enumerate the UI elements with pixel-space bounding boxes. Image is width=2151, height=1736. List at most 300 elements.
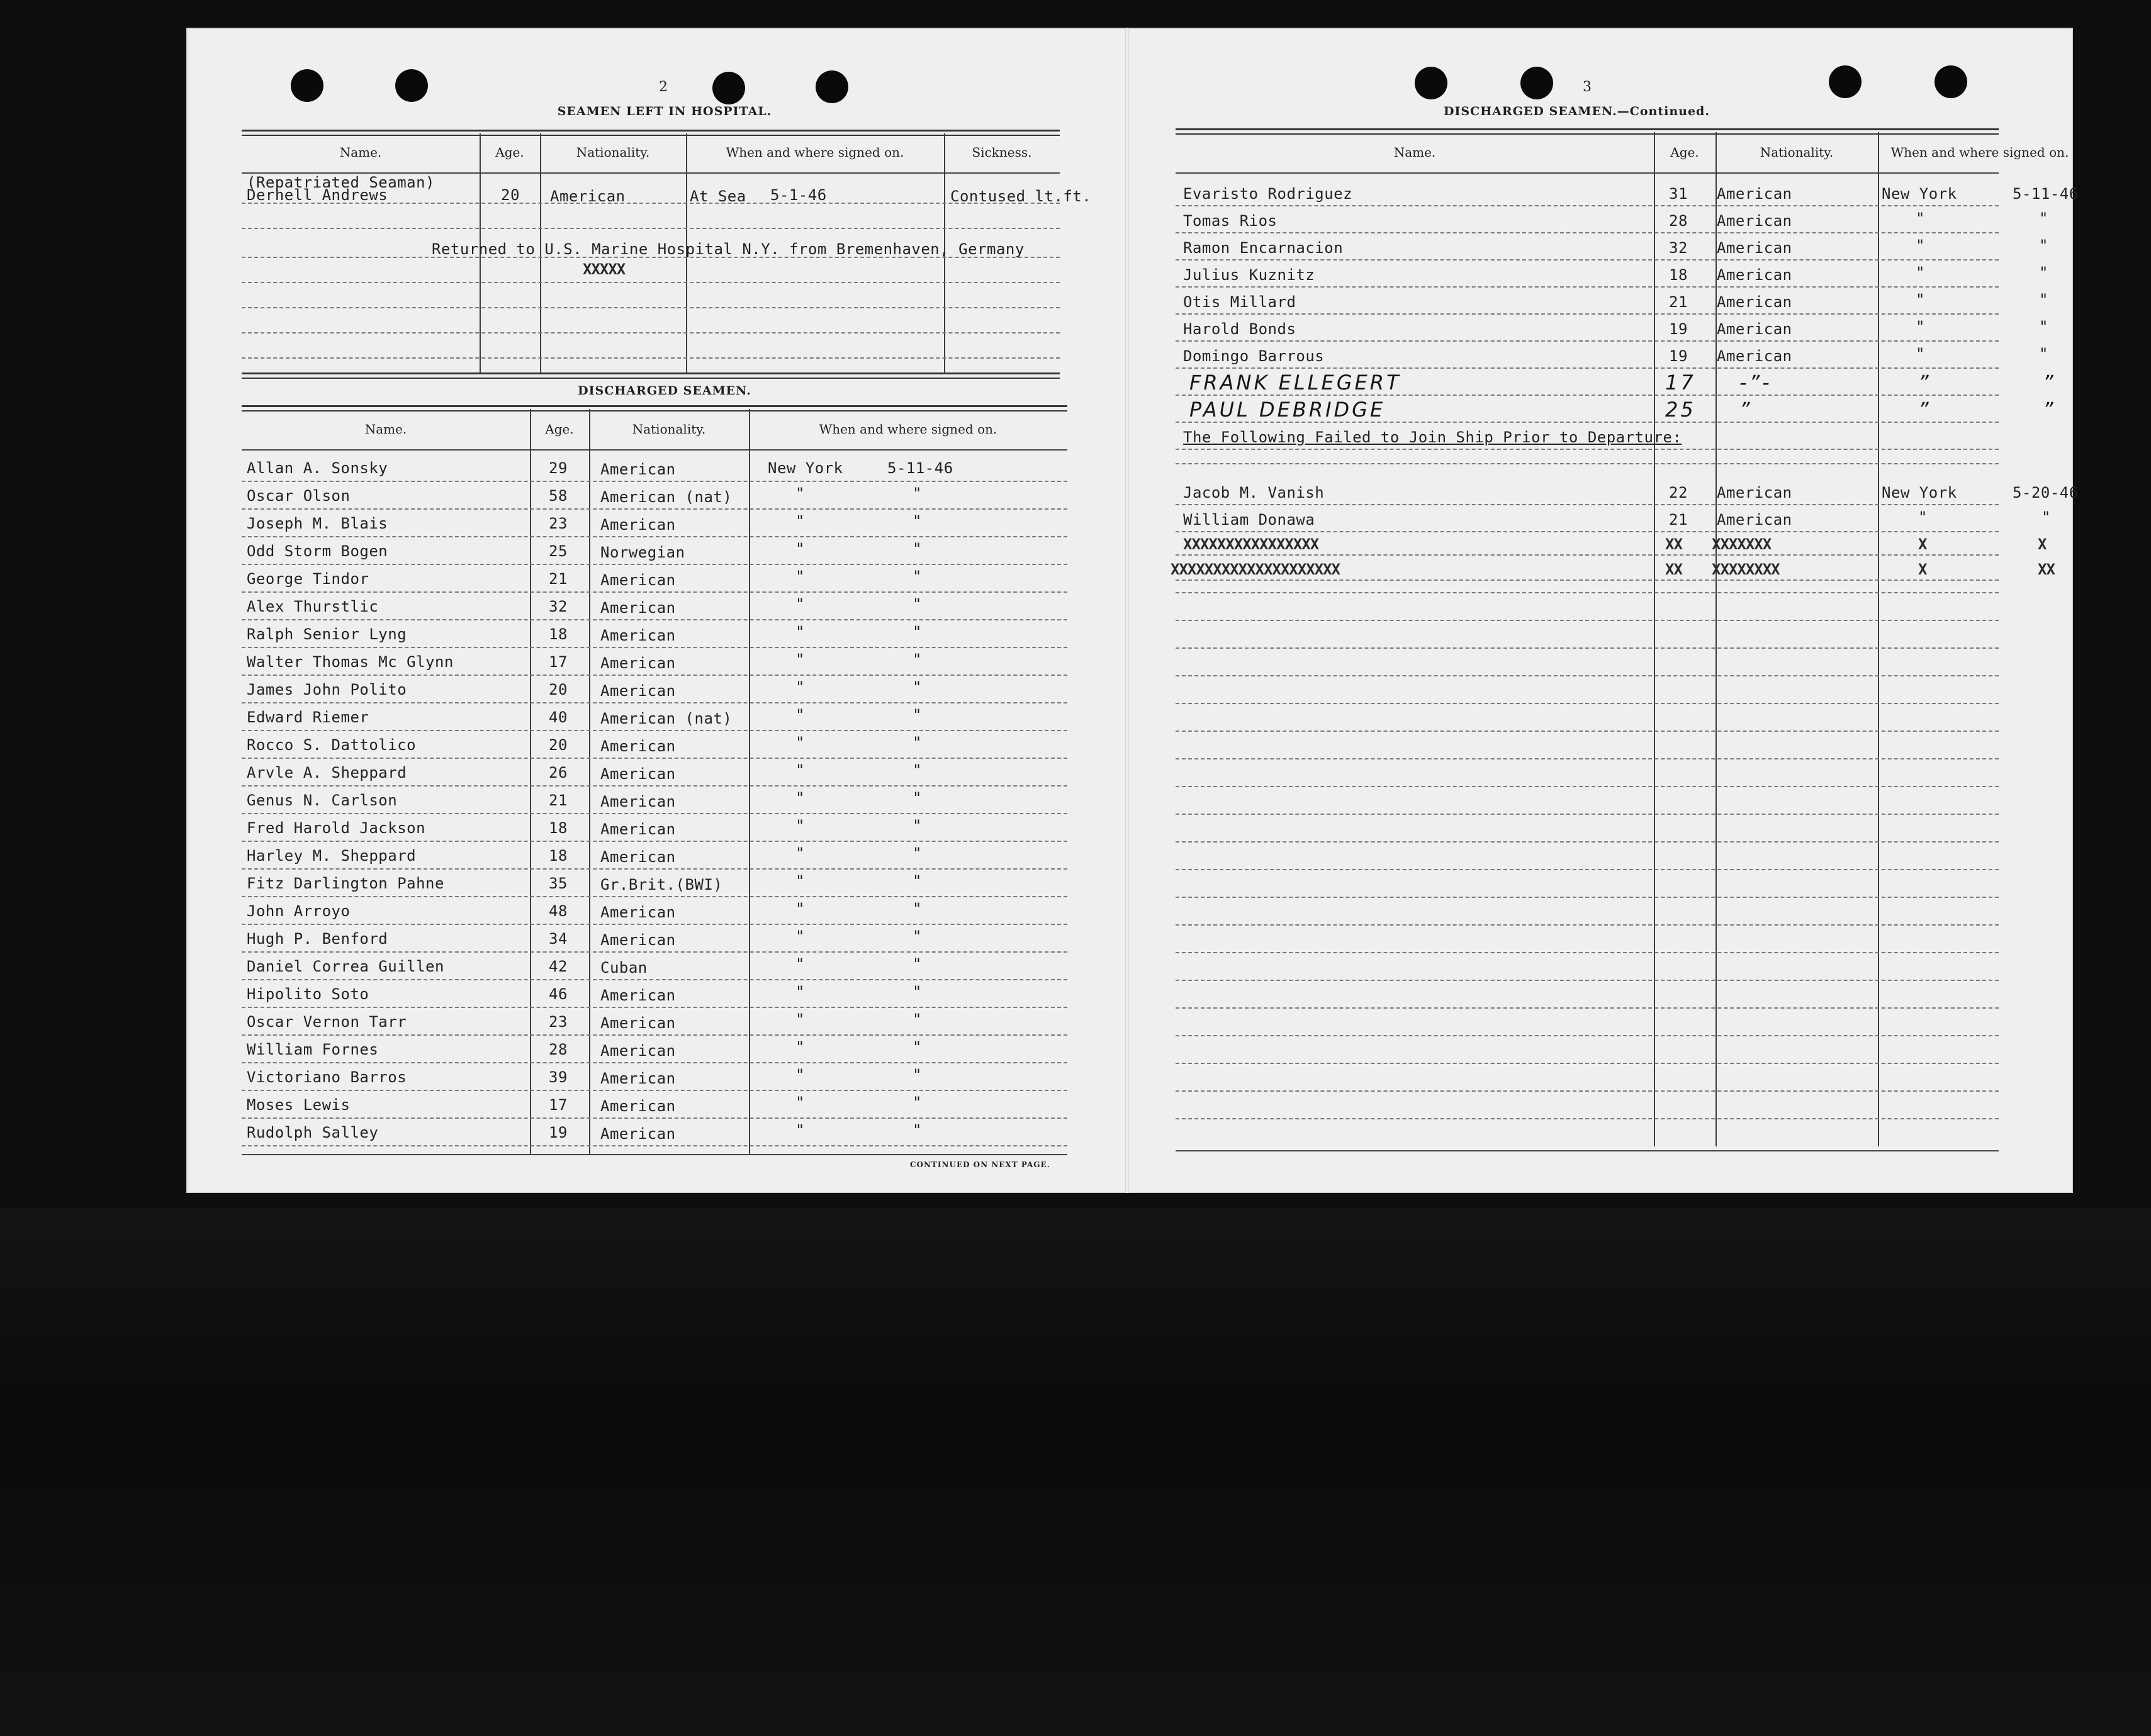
seaman-name: Fitz Darlington Pahne [247, 875, 444, 892]
dotted-row-line [242, 1062, 1067, 1063]
struck-nationality: XXXXXXX [1712, 535, 1772, 553]
seaman-nationality: American (nat) [600, 488, 733, 506]
seaman-nationality: American [600, 654, 676, 672]
dotted-row-line [242, 536, 1067, 537]
ditto-mark: " [913, 761, 922, 779]
dotted-row-line [242, 758, 1067, 759]
dotted-row-line [242, 307, 1060, 308]
dotted-row-line [1176, 580, 1999, 581]
seaman-age: 42 [549, 958, 568, 975]
seaman-nationality: American [1717, 239, 1792, 257]
signed-date: 5-11-46 [2013, 185, 2079, 203]
seaman-age: 21 [549, 792, 568, 809]
dotted-row-line [242, 868, 1067, 870]
column-divider [749, 409, 750, 1155]
seaman-name: Genus N. Carlson [247, 792, 398, 809]
ditto-mark: " [913, 872, 922, 890]
seaman-age: 31 [1669, 185, 1688, 203]
seaman-nationality: American [1717, 293, 1792, 311]
seaman-nationality: American [600, 627, 676, 644]
handwritten-nationality: -”- [1739, 371, 1772, 395]
seaman-nationality: Gr.Brit.(BWI) [600, 876, 723, 893]
ditto-mark: " [795, 568, 805, 585]
repatriated-note: (Repatriated Seaman) [247, 174, 435, 191]
seaman-name: William Donawa [1183, 511, 1315, 529]
ditto-mark: " [795, 1038, 805, 1056]
seaman-age: 17 [549, 653, 568, 671]
seaman-name: Harold Bonds [1183, 320, 1296, 338]
dotted-row-line [1176, 367, 1999, 369]
seaman-age: 21 [1669, 511, 1688, 529]
ditto-mark: " [913, 595, 922, 613]
seaman-age: 26 [549, 764, 568, 781]
dotted-row-line [242, 1034, 1067, 1036]
column-header: Age. [545, 422, 574, 437]
ditto-mark: " [913, 706, 922, 724]
table-top-rule [1176, 128, 1999, 135]
dotted-row-line [1176, 286, 1999, 288]
dotted-row-line [1176, 758, 1999, 759]
hospital-sickness: Contused lt.ft. [950, 188, 1092, 205]
dotted-row-line [1176, 463, 1999, 464]
ditto-mark: " [795, 1011, 805, 1028]
struck-age: XX [1665, 535, 1682, 553]
ditto-mark: " [913, 900, 922, 917]
handwritten-place: ” [1918, 371, 1931, 395]
ditto-mark: " [2041, 508, 2051, 526]
seaman-age: 19 [1669, 347, 1688, 365]
struck-date: X [2038, 535, 2047, 553]
seaman-nationality: American [600, 848, 676, 866]
seaman-name: John Arroyo [247, 902, 351, 920]
table-bottom-rule [1176, 1150, 1999, 1151]
column-divider [589, 409, 590, 1155]
handwritten-nationality: ” [1739, 398, 1753, 422]
ditto-mark: " [913, 484, 922, 502]
dotted-row-line [242, 730, 1067, 731]
seaman-nationality: American [600, 1097, 676, 1115]
seaman-name: Rocco S. Dattolico [247, 736, 417, 754]
dotted-row-line [242, 332, 1060, 333]
table-top-rule [242, 130, 1060, 136]
column-header: Nationality. [632, 422, 706, 437]
ditto-mark: " [913, 1094, 922, 1111]
page-2 [186, 28, 1125, 1193]
dotted-row-line [242, 357, 1060, 359]
dotted-row-line [1176, 340, 1999, 342]
seaman-nationality: American [600, 737, 676, 755]
ditto-mark: " [913, 651, 922, 668]
ditto-mark: " [795, 651, 805, 668]
struck-name: XXXXXXXXXXXXXXXX [1183, 535, 1319, 553]
seaman-nationality: Norwegian [600, 544, 685, 561]
seaman-age: 19 [549, 1124, 568, 1141]
seaman-nationality: Cuban [600, 959, 648, 977]
ditto-mark: " [1916, 210, 1925, 227]
signed-place: New York [768, 459, 843, 477]
ditto-mark: " [913, 1066, 922, 1084]
ditto-mark: " [795, 1121, 805, 1139]
ditto-mark: " [795, 817, 805, 834]
seaman-age: 39 [549, 1068, 568, 1086]
ditto-mark: " [795, 1094, 805, 1111]
ditto-mark: " [913, 789, 922, 807]
ditto-mark: " [795, 844, 805, 862]
struck-name: XXXXXXXXXXXXXXXXXXXX [1171, 561, 1340, 578]
column-header: When and where signed on. [819, 422, 997, 437]
column-header: Nationality. [576, 145, 650, 160]
dotted-row-line [1176, 869, 1999, 870]
dotted-row-line [242, 1007, 1067, 1008]
ditto-mark: " [795, 678, 805, 696]
ditto-mark: " [795, 484, 805, 502]
column-divider [530, 409, 531, 1155]
seaman-age: 22 [1669, 484, 1688, 501]
column-header: Nationality. [1760, 145, 1834, 160]
seaman-name: Daniel Correa Guillen [247, 958, 444, 975]
seaman-age: 18 [549, 847, 568, 865]
page-3 [1129, 28, 2079, 1193]
dotted-row-line [1176, 897, 1999, 898]
dotted-row-line [1176, 786, 1999, 787]
seaman-nationality: American [600, 571, 676, 589]
ditto-mark: " [795, 706, 805, 724]
seaman-age: 34 [549, 930, 568, 948]
ditto-mark: " [795, 595, 805, 613]
seaman-age: 21 [549, 570, 568, 588]
seaman-nationality: American (nat) [600, 710, 733, 727]
ditto-mark: " [795, 761, 805, 779]
seaman-age: 18 [549, 819, 568, 837]
dotted-row-line [1176, 620, 1999, 621]
seaman-name: Otis Millard [1183, 293, 1296, 311]
column-divider [1654, 132, 1655, 1146]
seaman-age: 40 [549, 708, 568, 726]
ditto-mark: " [913, 983, 922, 1000]
ditto-mark: " [913, 927, 922, 945]
seaman-age: 20 [549, 736, 568, 754]
seaman-name: James John Polito [247, 681, 407, 698]
header-bottom-rule [1176, 172, 1999, 174]
seaman-name: Hugh P. Benford [247, 930, 388, 948]
ditto-mark: " [795, 789, 805, 807]
continued-section-title: DISCHARGED SEAMEN.—Continued. [1444, 104, 1710, 118]
column-header: Name. [364, 422, 407, 437]
dotted-row-line [242, 508, 1067, 510]
ditto-mark: " [1916, 291, 1925, 308]
ditto-mark: " [795, 983, 805, 1000]
dotted-row-line [1176, 592, 1999, 593]
hospital-signed-date: 5-1-46 [770, 186, 827, 204]
dotted-row-line [242, 591, 1067, 593]
ditto-mark: " [795, 900, 805, 917]
dotted-row-line [1176, 675, 1999, 676]
seaman-age: 17 [549, 1096, 568, 1114]
ditto-mark: " [2039, 345, 2048, 362]
dotted-row-line [1176, 504, 1999, 505]
seaman-nationality: American [600, 1125, 676, 1143]
hospital-remark: Returned to U.S. Marine Hospital N.Y. from Bremenhaven, Germany [432, 240, 1025, 258]
dotted-row-line [1176, 731, 1999, 732]
seaman-nationality: American [1717, 185, 1792, 203]
seaman-age: 32 [1669, 239, 1688, 257]
dotted-row-line [1176, 814, 1999, 815]
seaman-name: Rudolph Salley [247, 1124, 379, 1141]
seaman-age: 28 [1669, 212, 1688, 230]
struck-mark: XXXXX [583, 260, 626, 278]
hospital-section-title: SEAMEN LEFT IN HOSPITAL. [557, 104, 772, 118]
table-top-rule [242, 405, 1067, 412]
seaman-nationality: American [1717, 511, 1792, 529]
ditto-mark: " [795, 512, 805, 530]
seaman-name: Joseph M. Blais [247, 515, 388, 532]
ditto-mark: " [1916, 318, 1925, 335]
column-header: When and where signed on. [726, 145, 904, 160]
dotted-row-line [242, 924, 1067, 925]
dotted-row-line [1176, 395, 1999, 396]
hospital-seaman-name: Derhell Andrews [247, 186, 388, 204]
column-header: When and where signed on. [1890, 145, 2069, 160]
seaman-nationality: American [600, 1070, 676, 1087]
ditto-mark: " [795, 872, 805, 890]
signed-place: New York [1882, 185, 1957, 203]
dotted-row-line [242, 619, 1067, 620]
dotted-row-line [242, 785, 1067, 787]
ditto-mark: " [2039, 318, 2048, 335]
seaman-name: Harley M. Sheppard [247, 847, 417, 865]
hospital-signed-where: At Sea [690, 188, 746, 205]
dotted-row-line [242, 979, 1067, 980]
seaman-age: 18 [549, 625, 568, 643]
dotted-row-line [1176, 647, 1999, 649]
seaman-age: 28 [549, 1041, 568, 1058]
column-header: Sickness. [972, 145, 1032, 160]
ditto-mark: " [913, 540, 922, 557]
dotted-row-line [242, 647, 1067, 648]
seaman-age: 58 [549, 487, 568, 505]
seaman-nationality: American [600, 1014, 676, 1032]
dotted-row-line [242, 1090, 1067, 1091]
handwritten-place: ” [1918, 398, 1931, 422]
failed-to-join-heading: The Following Failed to Join Ship Prior to Departure: [1183, 428, 1682, 446]
seaman-nationality: American [600, 931, 676, 949]
discharged-section-title: DISCHARGED SEAMEN. [578, 384, 751, 398]
dotted-row-line [1176, 422, 1999, 423]
column-header: Age. [495, 145, 524, 160]
handwritten-age: 25 [1665, 398, 1696, 422]
ditto-mark: " [795, 623, 805, 641]
dotted-row-line [242, 841, 1067, 842]
seaman-nationality: American [600, 599, 676, 617]
dotted-row-line [1176, 554, 1999, 556]
hospital-seaman-nationality: American [550, 188, 626, 205]
ditto-mark: " [795, 1066, 805, 1084]
seaman-name: George Tindor [247, 570, 369, 588]
page-number: 2 [659, 79, 668, 95]
seaman-nationality: American [600, 904, 676, 921]
seaman-nationality: American [1717, 320, 1792, 338]
seaman-name: Ralph Senior Lyng [247, 625, 407, 643]
seaman-nationality: American [600, 1042, 676, 1060]
dotted-row-line [1176, 980, 1999, 981]
ditto-mark: " [913, 1038, 922, 1056]
dotted-row-line [242, 1117, 1067, 1119]
dotted-row-line [1176, 1035, 1999, 1036]
seaman-age: 48 [549, 902, 568, 920]
seaman-name: Hipolito Soto [247, 985, 369, 1003]
dotted-row-line [242, 702, 1067, 703]
struck-place: X [1918, 561, 1927, 578]
struck-age: XX [1665, 561, 1682, 578]
seaman-age: 23 [549, 515, 568, 532]
dotted-row-line [1176, 205, 1999, 206]
section-rule [242, 372, 1060, 379]
seaman-nationality: American [600, 820, 676, 838]
signed-date: 5-11-46 [887, 459, 953, 477]
handwritten-name: FRANK ELLEGERT [1189, 371, 1401, 395]
seaman-name: Evaristo Rodriguez [1183, 185, 1353, 203]
ditto-mark: " [913, 1011, 922, 1028]
seaman-name: Edward Riemer [247, 708, 369, 726]
handwritten-age: 17 [1665, 371, 1696, 395]
ditto-mark: " [913, 734, 922, 751]
ditto-mark: " [913, 955, 922, 973]
table-bottom-rule [242, 1154, 1067, 1155]
seaman-age: 35 [549, 875, 568, 892]
dotted-row-line [1176, 259, 1999, 260]
seaman-age: 18 [1669, 266, 1688, 284]
seaman-age: 21 [1669, 293, 1688, 311]
seaman-name: Ramon Encarnacion [1183, 239, 1344, 257]
seaman-age: 19 [1669, 320, 1688, 338]
handwritten-date: ” [2043, 398, 2056, 422]
ditto-mark: " [913, 568, 922, 585]
dotted-row-line [242, 481, 1067, 482]
seaman-nationality: American [600, 793, 676, 810]
seaman-age: 32 [549, 598, 568, 615]
ditto-mark: " [1918, 508, 1928, 526]
dotted-row-line [1176, 1007, 1999, 1009]
ditto-mark: " [795, 927, 805, 945]
ditto-mark: " [2039, 264, 2048, 281]
dotted-row-line [242, 951, 1067, 953]
ditto-mark: " [1916, 237, 1925, 254]
seaman-nationality: American [600, 516, 676, 534]
seaman-nationality: American [600, 682, 676, 700]
ditto-mark: " [913, 678, 922, 696]
seaman-name: William Fornes [247, 1041, 379, 1058]
ditto-mark: " [795, 540, 805, 557]
hospital-seaman-age: 20 [501, 186, 520, 204]
seaman-name: Fred Harold Jackson [247, 819, 426, 837]
seaman-name: Arvle A. Sheppard [247, 764, 407, 781]
column-header: Name. [339, 145, 382, 160]
dotted-row-line [1176, 703, 1999, 704]
dotted-row-line [242, 282, 1060, 283]
dotted-row-line [242, 896, 1067, 897]
seaman-name: Alex Thurstlic [247, 598, 379, 615]
column-header: Name. [1393, 145, 1436, 160]
seaman-age: 23 [549, 1013, 568, 1031]
crew-list-document [186, 28, 2079, 1193]
seaman-name: Victoriano Barros [247, 1068, 407, 1086]
column-header: Age. [1670, 145, 1699, 160]
seaman-age: 20 [549, 681, 568, 698]
ditto-mark: " [913, 1121, 922, 1139]
dotted-row-line [1176, 1090, 1999, 1092]
page-number: 3 [1583, 79, 1592, 95]
seaman-nationality: American [1717, 347, 1792, 365]
seaman-nationality: American [1717, 266, 1792, 284]
seaman-nationality: American [600, 987, 676, 1004]
dotted-row-line [1176, 924, 1999, 926]
signed-place: New York [1882, 484, 1957, 501]
dotted-row-line [1176, 1118, 1999, 1119]
seaman-age: 25 [549, 542, 568, 560]
column-divider [1878, 132, 1879, 1146]
ditto-mark: " [913, 512, 922, 530]
seaman-name: Oscar Olson [247, 487, 351, 505]
ditto-mark: " [795, 955, 805, 973]
ditto-mark: " [2039, 237, 2048, 254]
dotted-row-line [242, 1145, 1067, 1146]
dotted-row-line [1176, 841, 1999, 843]
seaman-name: Odd Storm Bogen [247, 542, 388, 560]
seaman-nationality: American [1717, 212, 1792, 230]
continued-note: CONTINUED ON NEXT PAGE. [910, 1160, 1050, 1169]
seaman-nationality: American [600, 765, 676, 783]
seaman-name: Julius Kuznitz [1183, 266, 1315, 284]
seaman-age: 29 [549, 459, 568, 477]
struck-place: X [1918, 535, 1927, 553]
ditto-mark: " [1916, 264, 1925, 281]
seaman-name: Allan A. Sonsky [247, 459, 388, 477]
dotted-row-line [1176, 449, 1999, 450]
column-divider [1716, 132, 1717, 1146]
seaman-age: 46 [549, 985, 568, 1003]
dotted-row-line [1176, 232, 1999, 233]
dotted-row-line [242, 228, 1060, 229]
dotted-row-line [1176, 1063, 1999, 1064]
dotted-row-line [1176, 313, 1999, 315]
signed-date: 5-20-46 [2013, 484, 2079, 501]
ditto-mark: " [1916, 345, 1925, 362]
ditto-mark: " [795, 734, 805, 751]
ditto-mark: " [913, 817, 922, 834]
dotted-row-line [1176, 531, 1999, 532]
dotted-row-line [242, 813, 1067, 814]
ditto-mark: " [2039, 210, 2048, 227]
struck-date: XX [2038, 561, 2055, 578]
ditto-mark: " [913, 623, 922, 641]
seaman-nationality: American [1717, 484, 1792, 501]
dotted-row-line [242, 675, 1067, 676]
ditto-mark: " [913, 844, 922, 862]
seaman-name: Domingo Barrous [1183, 347, 1325, 365]
seaman-name: Walter Thomas Mc Glynn [247, 653, 454, 671]
header-bottom-rule [242, 449, 1067, 451]
handwritten-date: ” [2043, 371, 2056, 395]
seaman-name: Moses Lewis [247, 1096, 351, 1114]
seaman-name: Tomas Rios [1183, 212, 1278, 230]
dotted-row-line [242, 564, 1067, 565]
dotted-row-line [1176, 952, 1999, 953]
seaman-name: Jacob M. Vanish [1183, 484, 1325, 501]
seaman-name: Oscar Vernon Tarr [247, 1013, 407, 1031]
struck-nationality: XXXXXXXX [1712, 561, 1780, 578]
handwritten-name: PAUL DEBRIDGE [1189, 398, 1386, 422]
scanner-background [0, 1208, 2151, 1736]
